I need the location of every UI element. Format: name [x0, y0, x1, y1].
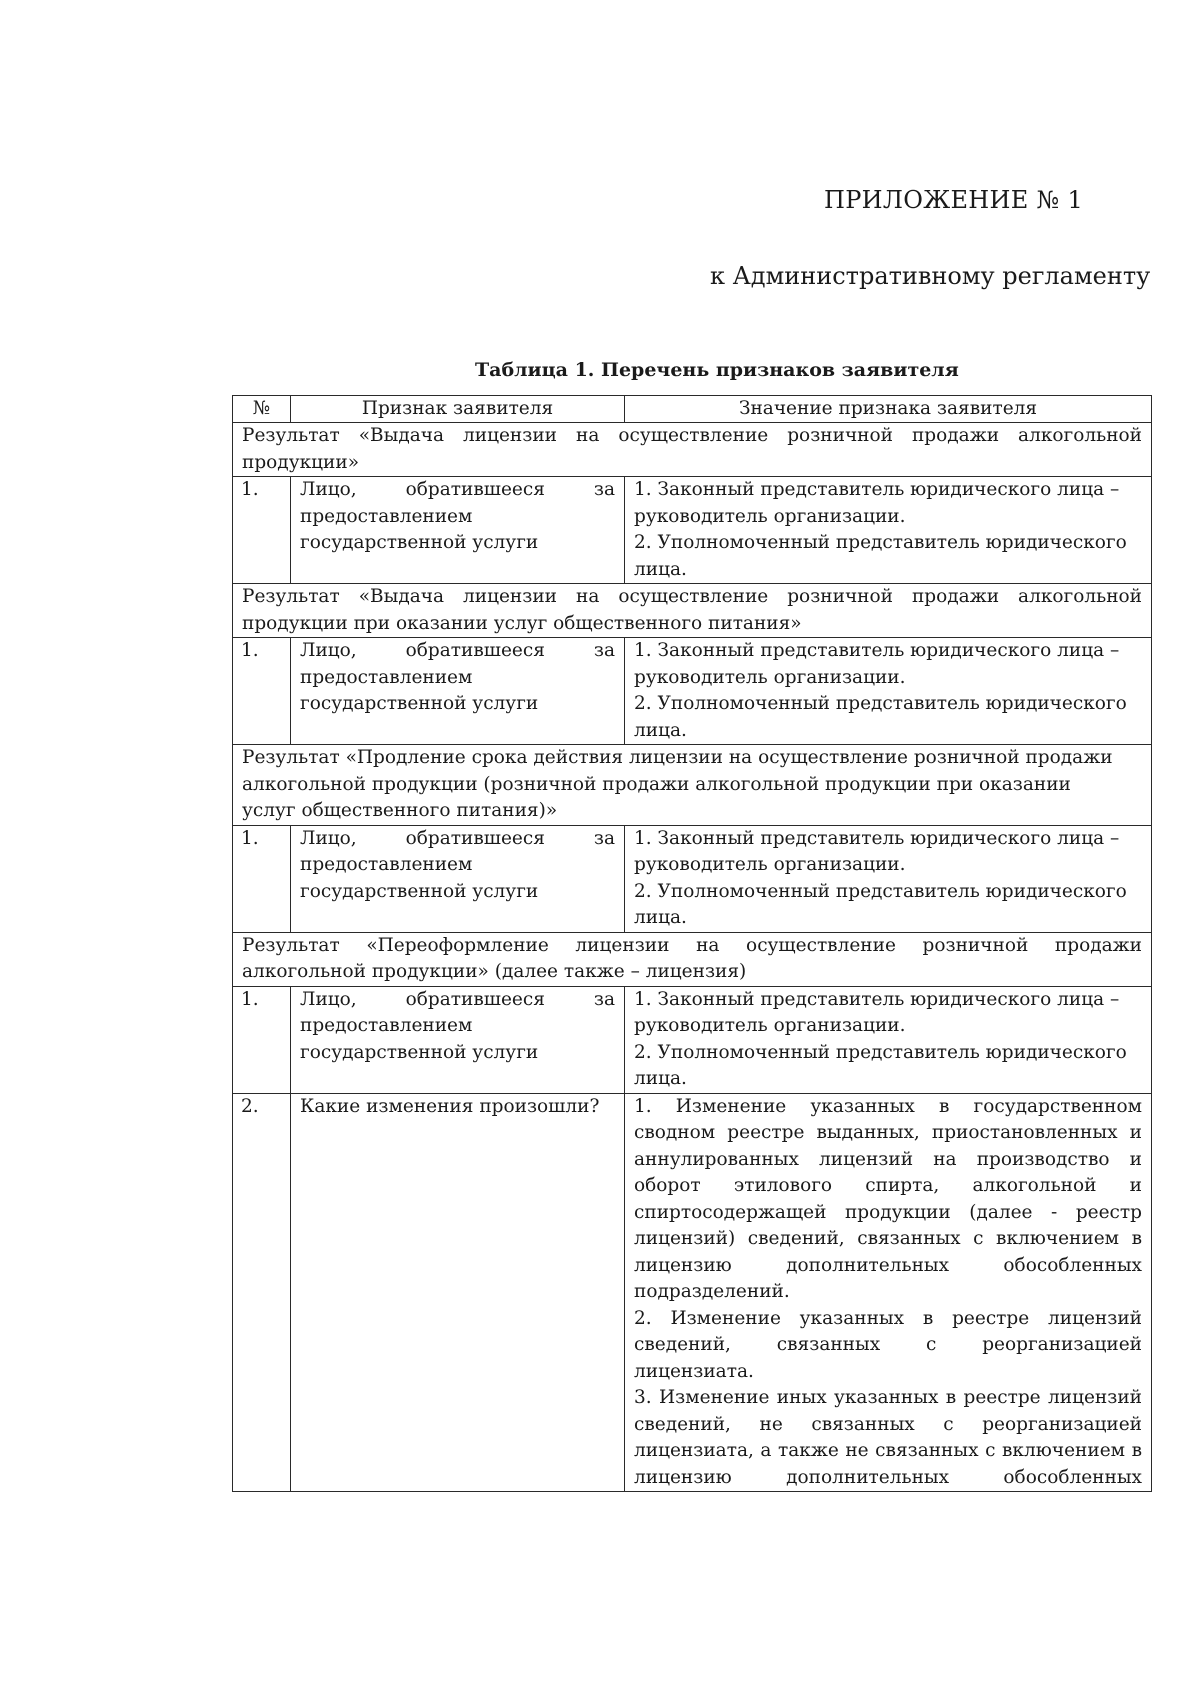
applicant-sign-value-line: 1. Изменение указанных в государственном: [634, 1095, 1142, 1117]
applicant-sign-value-line: спиртосодержащей продукции (далее - реестр: [634, 1201, 1142, 1223]
applicant-sign-value-line: 3. Изменение иных указанных в реестре лицензий: [634, 1387, 1142, 1408]
applicant-sign-line: государственной услуги: [300, 880, 539, 902]
result-section-title: [233, 584, 1152, 638]
applicant-sign-value-line: сведений, связанных с реорганизацией: [634, 1334, 1142, 1355]
applicant-attributes-table: [232, 395, 1152, 1492]
applicant-sign-value-line: лица.: [634, 558, 687, 580]
result-title-line: Результат «Переоформление лицензии на осуществление розничной продажи: [242, 934, 1142, 956]
applicant-sign-cell: [291, 825, 625, 932]
result-section-row: [233, 423, 1152, 477]
table-row: [233, 986, 1152, 1093]
result-title-line: Результат «Выдача лицензии на осуществление розничной продажи алкогольной: [242, 425, 1142, 446]
table-row: [233, 638, 1152, 745]
applicant-sign-line: Лицо, обратившееся за: [300, 479, 615, 500]
applicant-sign-value-cell: [625, 638, 1152, 745]
applicant-sign-value-line: оборот этилового спирта, алкогольной и: [634, 1175, 1142, 1196]
result-section-title: [233, 932, 1152, 986]
applicant-sign-value-line: подразделений.: [634, 1281, 790, 1302]
row-number: 1.: [233, 477, 291, 584]
applicant-sign-line: государственной услуги: [300, 532, 539, 553]
applicant-sign-value-line: лицензию дополнительных обособленных: [634, 1466, 1142, 1488]
result-title-line: Результат «Продление срока действия лицензии на осуществление розничной продажи: [242, 747, 1113, 768]
applicant-sign-value-line: лица.: [634, 907, 687, 928]
applicant-sign-value-line: 1. Законный представитель юридического лица –: [634, 640, 1120, 661]
table-row: [233, 825, 1152, 932]
applicant-sign-line: предоставлением: [300, 505, 473, 527]
applicant-sign-value-line: руководитель организации.: [634, 854, 906, 875]
applicant-sign-value-line: лица.: [634, 1068, 687, 1089]
appendix-title: ПРИЛОЖЕНИЕ № 1: [824, 186, 1084, 214]
result-title-line: алкогольной продукции» (далее также – лицензия): [242, 961, 747, 982]
applicant-sign-value-line: 2. Уполномоченный представитель юридического: [634, 532, 1127, 553]
table-header-row: [233, 396, 1152, 423]
column-header-sign: Признак заявителя: [291, 396, 625, 423]
row-number: 1.: [233, 986, 291, 1093]
applicant-sign-line: Лицо, обратившееся за: [300, 640, 615, 661]
table-row: [233, 1093, 1152, 1492]
result-title-line: продукции при оказании услуг общественного питания»: [242, 612, 802, 634]
column-header-value: Значение признака заявителя: [625, 396, 1152, 423]
applicant-sign-line: предоставлением: [300, 666, 473, 688]
applicant-sign-cell: [291, 1093, 625, 1492]
applicant-sign-value-line: 1. Законный представитель юридического лица –: [634, 988, 1120, 1010]
applicant-sign-value-line: сведений, не связанных с реорганизацией: [634, 1413, 1142, 1435]
result-title-line: продукции»: [242, 451, 360, 473]
result-title-line: услуг общественного питания)»: [242, 800, 558, 821]
applicant-sign-value-line: 1. Законный представитель юридического лица –: [634, 827, 1120, 849]
applicant-sign-value-line: сводном реестре выданных, приостановленных и: [634, 1122, 1142, 1143]
applicant-sign-line: предоставлением: [300, 854, 473, 875]
row-number: 2.: [233, 1093, 291, 1492]
applicant-sign-cell: [291, 986, 625, 1093]
row-number: 1.: [233, 638, 291, 745]
result-title-line: алкогольной продукции (розничной продажи алкогольной продукции при оказании: [242, 773, 1071, 795]
applicant-sign-value-line: 2. Уполномоченный представитель юридического: [634, 693, 1127, 714]
applicant-sign-value-line: лицензию дополнительных обособленных: [634, 1254, 1142, 1276]
applicant-sign-value-line: руководитель организации.: [634, 666, 906, 688]
result-section-row: [233, 932, 1152, 986]
applicant-sign-line: Лицо, обратившееся за: [300, 988, 615, 1010]
applicant-sign-value-cell: [625, 825, 1152, 932]
applicant-sign-value-line: лицензий) сведений, связанных с включением в: [634, 1228, 1142, 1249]
applicant-sign-line: Лицо, обратившееся за: [300, 827, 615, 849]
column-header-number: №: [233, 396, 291, 423]
applicant-sign-line: государственной услуги: [300, 693, 539, 714]
applicant-sign-value-line: руководитель организации.: [634, 1015, 906, 1036]
result-section-title: [233, 423, 1152, 477]
table-body: [233, 423, 1152, 1492]
table-caption: Таблица 1. Перечень признаков заявителя: [475, 359, 959, 381]
applicant-sign-value-line: лицензиата, а также не связанных с включением в: [634, 1440, 1142, 1461]
applicant-sign-value-line: руководитель организации.: [634, 505, 906, 527]
applicant-sign-cell: [291, 638, 625, 745]
applicant-sign-cell: [291, 477, 625, 584]
result-section-title: [233, 745, 1152, 826]
applicant-sign-value-line: 2. Изменение указанных в реестре лицензий: [634, 1307, 1142, 1329]
applicant-sign-value-line: аннулированных лицензий на производство и: [634, 1148, 1142, 1170]
applicant-sign-value-cell: [625, 477, 1152, 584]
applicant-sign-line: Какие изменения произошли?: [300, 1095, 600, 1117]
applicant-sign-value-line: 2. Уполномоченный представитель юридического: [634, 880, 1127, 902]
applicant-sign-value-cell: [625, 1093, 1152, 1492]
applicant-sign-value-cell: [625, 986, 1152, 1093]
applicant-sign-value-line: лицензиата.: [634, 1360, 754, 1382]
applicant-sign-line: государственной услуги: [300, 1041, 539, 1063]
applicant-sign-value-line: лица.: [634, 719, 687, 741]
applicant-sign-value-line: 1. Законный представитель юридического лица –: [634, 479, 1120, 500]
applicant-sign-value-line: 2. Уполномоченный представитель юридического: [634, 1041, 1127, 1063]
appendix-subtitle: к Административному регламенту: [710, 262, 1151, 290]
result-section-row: [233, 745, 1152, 826]
result-section-row: [233, 584, 1152, 638]
row-number: 1.: [233, 825, 291, 932]
applicant-sign-line: предоставлением: [300, 1015, 473, 1036]
table-row: [233, 477, 1152, 584]
result-title-line: Результат «Выдача лицензии на осуществление розничной продажи алкогольной: [242, 586, 1142, 607]
